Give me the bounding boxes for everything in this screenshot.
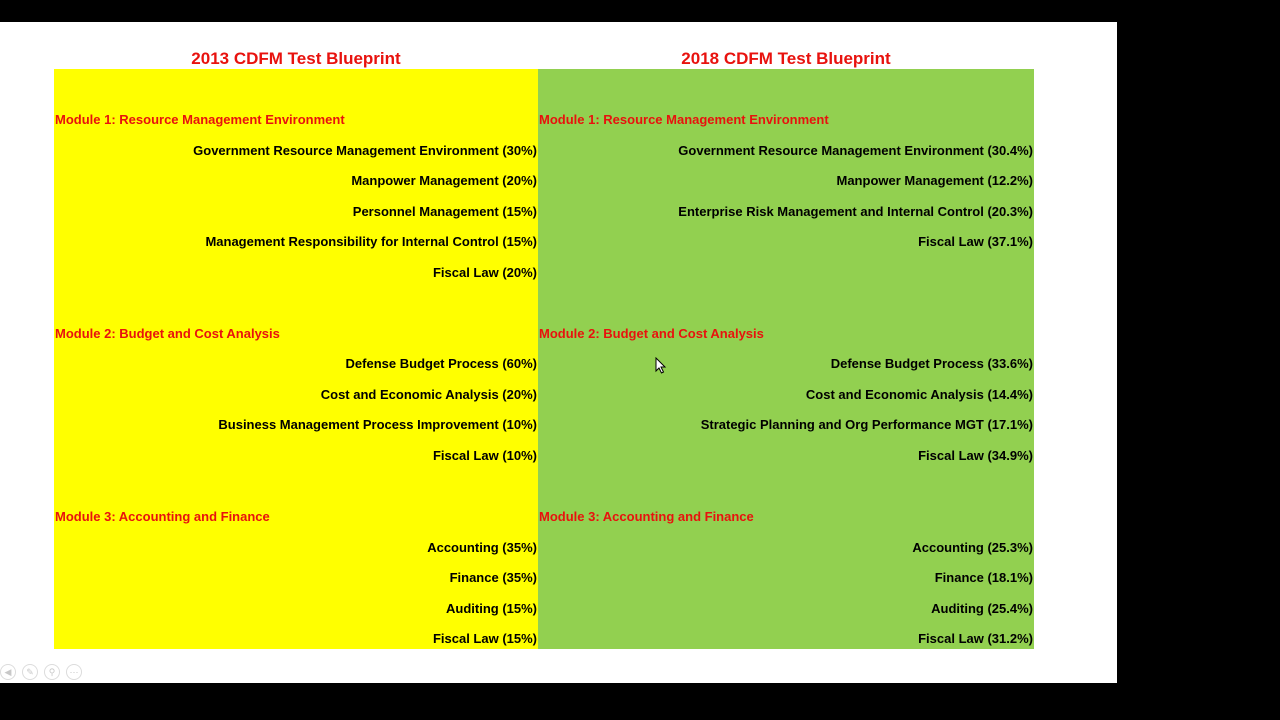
- module-3-heading: Module 3: Accounting and Finance: [55, 509, 270, 524]
- list-item: Manpower Management (20%): [351, 173, 537, 188]
- list-item: Finance (18.1%): [934, 570, 1033, 585]
- title-2018-blueprint: 2018 CDFM Test Blueprint: [681, 49, 891, 68]
- list-item: Defense Budget Process (60%): [345, 356, 537, 371]
- slideshow-toolbar: [0, 662, 82, 682]
- list-item: Finance (35%): [449, 570, 537, 585]
- list-item: Fiscal Law (10%): [432, 448, 537, 463]
- list-item: Accounting (25.3%): [912, 540, 1033, 555]
- list-item: Government Resource Management Environment (30%): [193, 143, 537, 158]
- list-item: Manpower Management (12.2%): [836, 173, 1033, 188]
- module-1-heading: Module 1: Resource Management Environment: [539, 112, 829, 127]
- mouse-cursor-icon: [655, 357, 667, 375]
- list-item: Fiscal Law (20%): [432, 265, 537, 280]
- list-item: Strategic Planning and Org Performance MGT (17.1%): [700, 417, 1033, 432]
- arrow-icon[interactable]: ◀: [0, 664, 16, 680]
- list-item: Government Resource Management Environment (30.4%): [678, 143, 1033, 158]
- list-item: Auditing (15%): [446, 601, 537, 616]
- module-2-heading: Module 2: Budget and Cost Analysis: [539, 326, 764, 341]
- slide: [0, 22, 1117, 683]
- list-item: Auditing (25.4%): [931, 601, 1033, 616]
- pen-icon[interactable]: ✎: [22, 664, 38, 680]
- list-item: Fiscal Law (31.2%): [918, 631, 1033, 646]
- list-item: Fiscal Law (15%): [432, 631, 537, 646]
- list-item: Cost and Economic Analysis (20%): [320, 387, 537, 402]
- list-item: Defense Budget Process (33.6%): [830, 356, 1033, 371]
- list-item: Management Responsibility for Internal Control (15%): [205, 234, 537, 249]
- list-item: Accounting (35%): [427, 540, 537, 555]
- panel-2013-blueprint: [54, 69, 538, 649]
- list-item: Fiscal Law (34.9%): [918, 448, 1033, 463]
- list-item: Cost and Economic Analysis (14.4%): [805, 387, 1033, 402]
- list-item: Business Management Process Improvement (10%): [218, 417, 537, 432]
- module-3-heading: Module 3: Accounting and Finance: [539, 509, 754, 524]
- list-item: Fiscal Law (37.1%): [918, 234, 1033, 249]
- list-item: Enterprise Risk Management and Internal Control (20.3%): [678, 204, 1033, 219]
- zoom-icon[interactable]: ⚲: [44, 664, 60, 680]
- title-2013-blueprint: 2013 CDFM Test Blueprint: [191, 49, 401, 68]
- list-item: Personnel Management (15%): [352, 204, 537, 219]
- module-2-heading: Module 2: Budget and Cost Analysis: [55, 326, 280, 341]
- module-1-heading: Module 1: Resource Management Environment: [55, 112, 345, 127]
- more-icon[interactable]: ⋯: [66, 664, 82, 680]
- panel-2018-blueprint: [538, 69, 1034, 649]
